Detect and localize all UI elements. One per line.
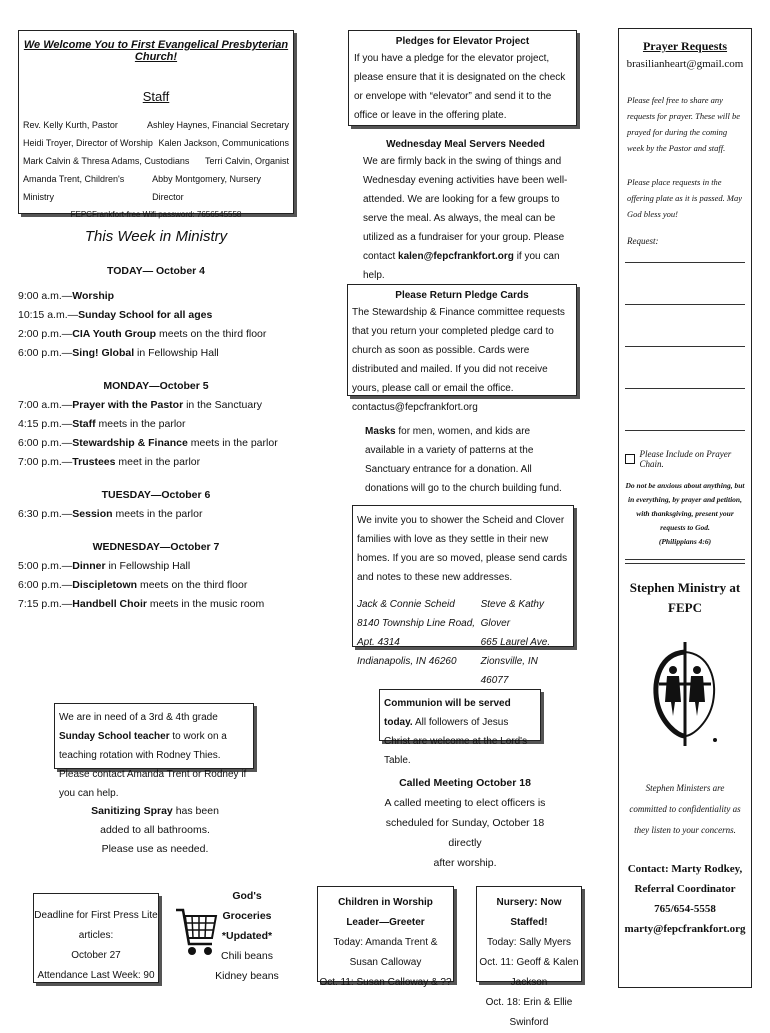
staff-row: Mark Calvin & Thresa Adams, Custodians Terri Calvin, Organist (23, 156, 289, 166)
staff-heading: Staff (142, 89, 170, 104)
stephen-email[interactable]: marty@fepcfrankfort.org (624, 923, 746, 935)
children-worship-box: Children in Worship Leader—Greeter Today: Amanda Trent & Susan Calloway Oct. 11: Susan Calloway & ?? (317, 886, 454, 982)
stephen-title: Stephen Ministry at FEPC (629, 580, 741, 615)
schedule (18, 262, 294, 614)
sunday-school-box (54, 703, 254, 799)
request-line[interactable] (625, 304, 745, 305)
elevator-text: If you have a pledge for the elevator project, please ensure that it is designated on the check or envelope with “elevator” and send it to the office or leave in the offering plate. (354, 53, 566, 121)
shower-box (352, 505, 574, 686)
prayer-panel (618, 28, 752, 988)
pledge-cards-box (347, 284, 577, 413)
list-item: 6:00 p.m.—Sing! Global in Fellowship Hall (18, 347, 219, 359)
stephen-logo (645, 640, 725, 750)
list-item: 2:00 p.m.—CIA Youth Group meets on the third floor (18, 328, 267, 340)
week-title: This Week in Ministry (84, 228, 228, 245)
nursery-box: Nursery: Now Staffed! Today: Sally Myers Oct. 11: Geoff & Kalen Jackson Oct. 18: Erin & Ellie Swinford (476, 886, 582, 982)
list-item: 6:00 p.m.—Stewardship & Finance meets in the parlor (18, 437, 278, 449)
address-glover: Steve & Kathy Glover 665 Laurel Ave. Zionsville, IN 46077 (480, 599, 551, 686)
staff-list (23, 116, 289, 206)
masks-notice: Masks for men, women, and kids are available in a variety of patterns at the Sanctuary entrance for a donation. All donations will go to the church building fund. (365, 426, 562, 494)
meal-title: Wednesday Meal Servers Needed (386, 139, 545, 150)
day-wednesday (18, 538, 294, 614)
address-scheid: Jack & Connie Scheid 8140 Township Line Road, Apt. 4314 Indianapolis, IN 46260 (357, 599, 476, 667)
addresses (357, 595, 569, 690)
called-meeting: Called Meeting October 18 A called meeting to elect officers is scheduled for Sunday, October 18 directly after worship. (384, 777, 546, 869)
prayer-title: Prayer Requests (642, 39, 728, 53)
day-heading: TODAY— October 4 (106, 265, 206, 277)
prayer-chain-option[interactable]: Please Include on Prayer Chain. (625, 449, 751, 469)
pledge-cards-text: The Stewardship & Finance committee requests that you return your completed pledge card to church as soon as possible. Cards were distributed and mailed. If you did not receive yours, please call or email the office. contactus@fepcfrankfort.org (352, 307, 565, 413)
list-item: 4:15 p.m.—Staff meets in the parlor (18, 418, 186, 430)
communion-box: Communion will be served today. All followers of Jesus Christ are welcome at the Lord's Table. (379, 689, 541, 741)
sunday-school-text: We are in need of a 3rd & 4th grade Sunday School teacher to work on a teaching rotation with Rodney Thies. Please contact Amanda Trent or Rodney if you can help. (59, 712, 247, 799)
day-heading: WEDNESDAY—October 7 (92, 541, 220, 553)
elevator-box (348, 30, 577, 126)
request-line[interactable] (625, 262, 745, 263)
meal-block (363, 139, 568, 285)
staff-row: Rev. Kelly Kurth, Pastor Ashley Haynes, Financial Secretary (23, 120, 289, 130)
staff-row: Amanda Trent, Children's Ministry Abby Montgomery, Nursery Director (23, 174, 261, 202)
staff-row: Heidi Troyer, Director of Worship Kalen Jackson, Communications (23, 138, 289, 148)
day-today (18, 262, 294, 363)
request-line[interactable] (625, 388, 745, 389)
elevator-title: Pledges for Elevator Project (395, 36, 530, 47)
list-item: 7:15 p.m.—Handbell Choir meets in the music room (18, 598, 265, 610)
list-item: 7:00 a.m.—Prayer with the Pastor in the Sanctuary (18, 399, 262, 411)
request-line[interactable] (625, 346, 745, 347)
day-monday (18, 377, 294, 472)
day-heading: MONDAY—October 5 (103, 380, 209, 392)
checkbox-icon[interactable] (625, 454, 635, 464)
list-item: 9:00 a.m.—Worship (18, 290, 115, 302)
welcome-box (18, 30, 294, 219)
welcome-title: We Welcome You to First Evangelical Presbyterian Church! (23, 39, 289, 63)
prayer-instructions: Please feel free to share any requests for prayer. These will be prayed for during the coming week by the Pastor and staff. (627, 95, 741, 153)
deadline-box: Deadline for First Press Lite articles: October 27 Attendance Last Week: 90 (33, 893, 159, 983)
stephen-tagline: Stephen Ministers are committed to confidentiality as they listen to your concerns. (629, 783, 741, 835)
wifi-info: FEPCFrankfort-free Wifi password: 7656545558 (70, 210, 242, 219)
request-label: Request: (627, 236, 659, 246)
shower-text: We invite you to shower the Scheid and Clover families with love as they settle in their new homes. If you are so moved, please send cards and notes to these new addresses. (357, 515, 568, 583)
stephen-contact: Contact: Marty Rodkey, Referral Coordinator 765/654-5558 marty@fepcfrankfort.org (619, 859, 751, 939)
list-item: 6:30 p.m.—Session meets in the parlor (18, 508, 203, 520)
verse: Do not be anxious about anything, but in everything, by prayer and petition, with thanksgiving, present your requests to God. (Philippians 4:6) (625, 481, 745, 546)
day-heading: TUESDAY—October 6 (101, 489, 211, 501)
list-item: 7:00 p.m.—Trustees meet in the parlor (18, 456, 201, 468)
pledge-cards-title: Please Return Pledge Cards (395, 290, 529, 301)
request-lines (619, 262, 751, 431)
prayer-email: brasilianheart@gmail.com (626, 58, 744, 70)
list-item: 10:15 a.m.—Sunday School for all ages (18, 309, 213, 321)
divider (625, 563, 745, 564)
groceries-block: God's Groceries *Updated* Chili beans Kidney beans (215, 890, 279, 982)
request-line[interactable] (625, 430, 745, 431)
list-item: 6:00 p.m.—Discipletown meets on the third floor (18, 579, 248, 591)
spray-notice: Sanitizing Spray has been added to all bathrooms. Please use as needed. (91, 805, 219, 855)
prayer-plate-note: Please place requests in the offering plate as it is passed. May God bless you! (627, 177, 742, 219)
divider (625, 559, 745, 560)
day-tuesday (18, 486, 294, 524)
list-item: 5:00 p.m.—Dinner in Fellowship Hall (18, 560, 191, 572)
meal-text: We are firmly back in the swing of things and Wednesday evening activities have been well-attended. We are looking for a few groups to serve the meal. As always, the meal can be utilized as a fundraiser for your group. Please contact kalen@fepcfrankfort.org if you can help. (363, 156, 568, 281)
